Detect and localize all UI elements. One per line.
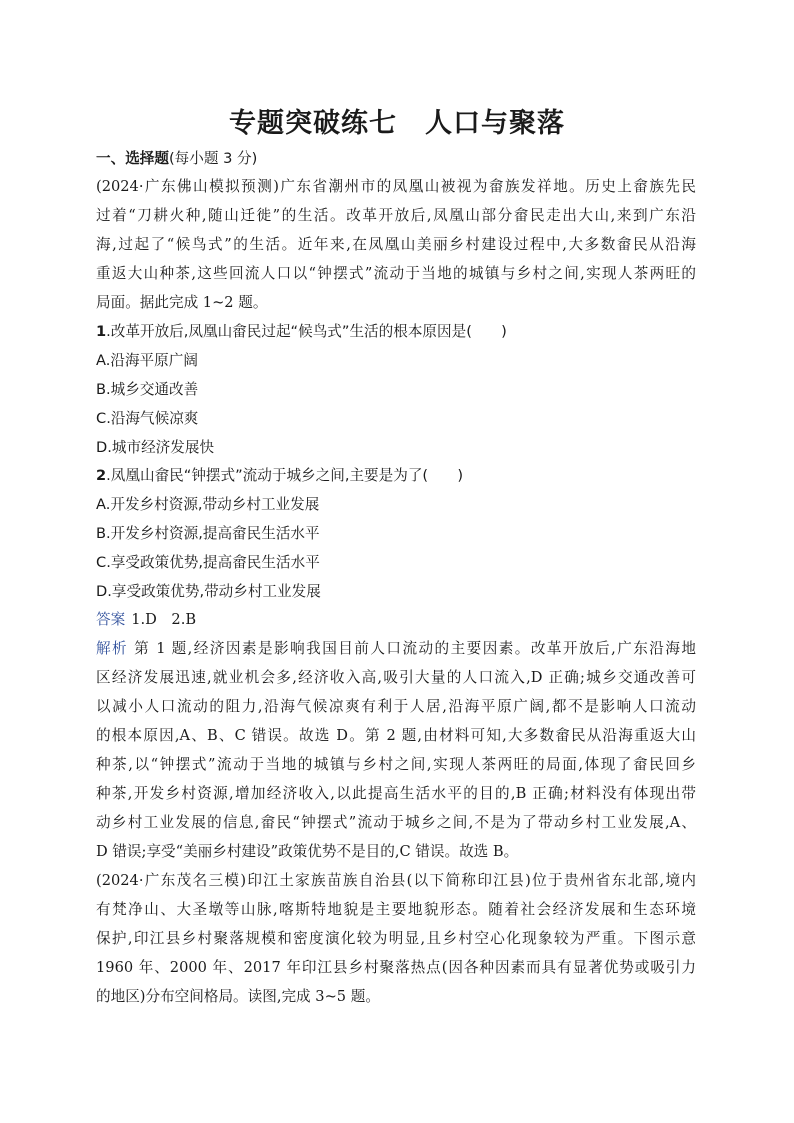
option-1d[interactable]: D.城市经济发展快 <box>96 439 215 456</box>
option-2b[interactable]: B.开发乡村资源,提高畲民生活水平 <box>96 525 320 542</box>
section-heading <box>96 149 257 169</box>
option-1b[interactable]: B.城乡交通改善 <box>96 381 199 398</box>
passage2-line: 有梵净山、大圣墩等山脉,喀斯特地貌是主要地貌形态。随着社会经济发展和生态环境 <box>96 901 696 918</box>
option-2c[interactable]: C.享受政策优势,提高畲民生活水平 <box>96 554 320 571</box>
section-score-note: (每小题 3 分) <box>168 150 258 167</box>
analysis-line: 种茶,开发乡村资源,增加经济收入,以此提高生活水平的目的,B 正确;材料没有体现出带 <box>96 785 696 802</box>
answer-line <box>96 610 196 630</box>
question-stem: .凤凰山畲民“钟摆式”流动于城乡之间,主要是为了( ) <box>106 467 464 484</box>
answer-text: 1.D 2.B <box>131 611 197 628</box>
option-1c[interactable]: C.沿海气候凉爽 <box>96 410 199 427</box>
option-1a[interactable]: A.沿海平原广阔 <box>96 352 198 369</box>
analysis-line: 种茶,以“钟摆式”流动于当地的城镇与乡村之间,实现人茶两旺的局面,体现了畲民回乡 <box>96 756 696 773</box>
passage1-line: (2024·广东佛山模拟预测)广东省潮州市的凤凰山被视为畲族发祥地。历史上畲族先民 <box>96 178 696 195</box>
passage1-line: 过着“刀耕火种,随山迁徙”的生活。改革开放后,凤凰山部分畲民走出大山,来到广东沿 <box>96 207 696 224</box>
title-topic: 专题突破练七 <box>229 108 397 139</box>
passage2-line: 1960 年、2000 年、2017 年印江县乡村聚落热点(因各种因素而具有显著优势或吸引力 <box>96 959 696 976</box>
passage1-line: 海,过起了“候鸟式”的生活。近年来,在凤凰山美丽乡村建设过程中,大多数畲民从沿海 <box>96 236 696 253</box>
question-2 <box>96 466 463 486</box>
analysis-line: 以减小人口流动的阻力,沿海气候凉爽有利于人居,沿海平原广阔,都不是影响人口流动 <box>96 698 696 715</box>
analysis-label: 解析 <box>96 640 129 657</box>
analysis-line: D 错误;享受“美丽乡村建设”政策优势不是目的,C 错误。故选 B。 <box>96 843 519 860</box>
option-2d[interactable]: D.享受政策优势,带动乡村工业发展 <box>96 583 321 600</box>
passage2-line: 保护,印江县乡村聚落规模和密度演化较为明显,且乡村空心化现象较为严重。下图示意 <box>96 930 696 947</box>
question-number: 2 <box>96 467 107 484</box>
analysis-line: 动乡村工业发展的信息,畲民“钟摆式”流动于城乡之间,不是为了带动乡村工业发展,A、 <box>96 814 696 831</box>
option-2a[interactable]: A.开发乡村资源,带动乡村工业发展 <box>96 496 320 513</box>
page-title <box>0 101 794 140</box>
passage2-line: 的地区)分布空间格局。读图,完成 3~5 题。 <box>96 988 380 1005</box>
passage2-line: (2024·广东茂名三模)印江土家族苗族自治县(以下简称印江县)位于贵州省东北部,境内 <box>96 872 696 889</box>
question-number: 1 <box>96 323 107 340</box>
answer-label: 答案 <box>96 611 126 628</box>
analysis-line: 的根本原因,A、B、C 错误。故选 D。第 2 题,由材料可知,大多数畲民从沿海重返大山 <box>96 727 696 744</box>
question-1 <box>96 322 507 342</box>
section-heading-text: 一、选择题 <box>96 150 169 167</box>
question-stem: .改革开放后,凤凰山畲民过起“候鸟式”生活的根本原因是( ) <box>106 323 507 340</box>
passage1-line: 重返大山种茶,这些回流人口以“钟摆式”流动于当地的城镇与乡村之间,实现人茶两旺的 <box>96 265 696 282</box>
analysis-text: 第 1 题,经济因素是影响我国目前人口流动的主要因素。改革开放后,广东沿海地 <box>134 640 696 657</box>
passage1-line: 局面。据此完成 1~2 题。 <box>96 294 268 311</box>
analysis-line <box>96 639 696 659</box>
title-subject: 人口与聚落 <box>425 108 565 139</box>
analysis-line: 区经济发展迅速,就业机会多,经济收入高,吸引大量的人口流入,D 正确;城乡交通改善可 <box>96 669 696 686</box>
